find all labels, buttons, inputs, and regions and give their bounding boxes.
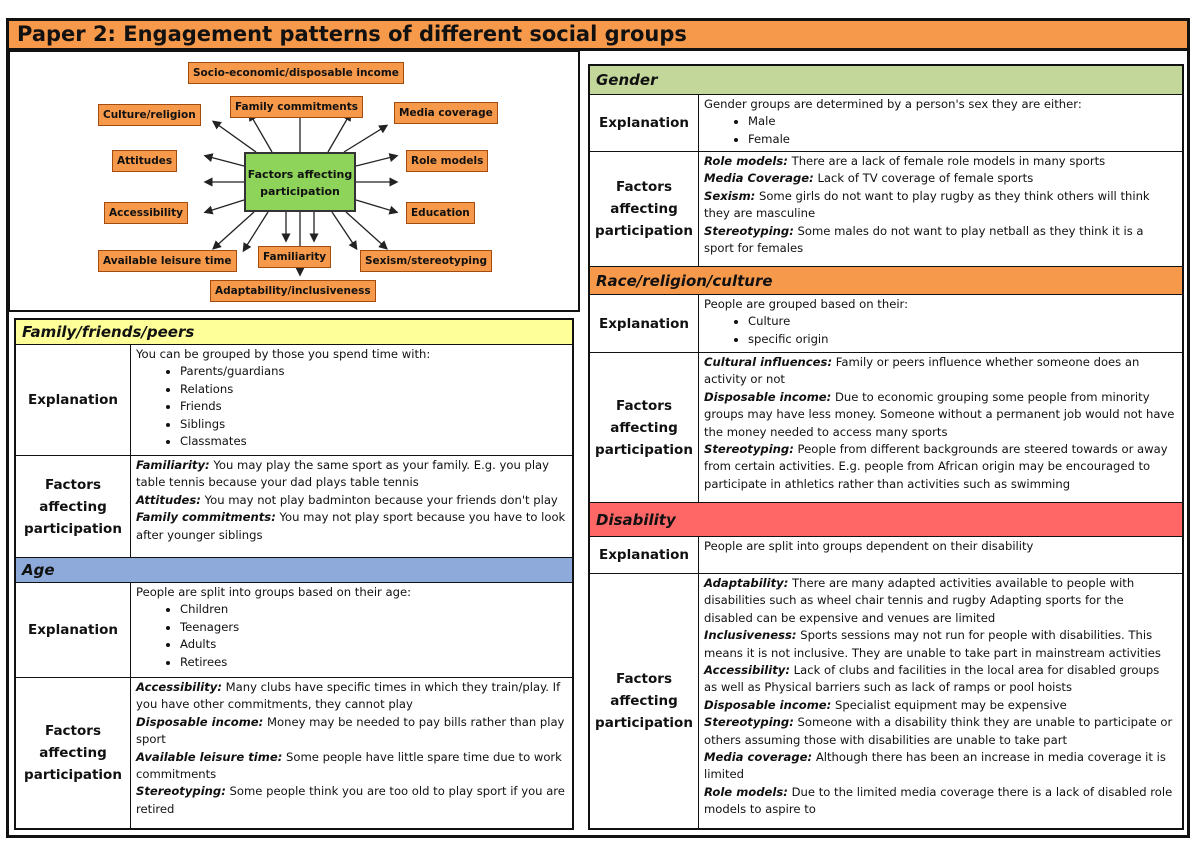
factor-family-commitments: Family commitments <box>230 96 363 118</box>
factor-item: Disposable income: Money may be needed to pay bills rather than play sport <box>136 714 565 747</box>
row-label: Factors affecting participation <box>590 574 699 828</box>
gender-heading: Gender <box>590 66 1182 95</box>
race-factors-row <box>590 353 1182 503</box>
factor-item: Family commitments: You may not play sport because you have to look after younger siblings <box>136 510 566 542</box>
factor-role-models: Role models <box>406 150 488 172</box>
list-item: • Classmates <box>180 433 566 450</box>
age-heading: Age <box>16 558 572 583</box>
explanation-intro: People are split into groups based on their age: <box>136 585 412 599</box>
factor-item: Adaptability: There are many adapted activities available to people with disabilities such as wheel chair tennis and rugby Adapting sports for the disabled can be expensive and venues are limited <box>704 576 1135 625</box>
family-explanation <box>136 346 566 450</box>
race-heading: Race/religion/culture <box>590 267 1182 295</box>
factor-item: Familiarity: You may play the same sport as your family. E.g. you play table tennis because your dad plays table tennis <box>136 458 550 490</box>
right-knowledge-table <box>588 64 1184 830</box>
family-factors-row <box>16 456 572 558</box>
disability-factors <box>704 575 1176 819</box>
list-item: • Friends <box>180 398 566 415</box>
race-explanation-row <box>590 295 1182 353</box>
row-label: Explanation <box>590 295 699 352</box>
factor-item: Stereotyping: Some males do not want to play netball as they think it is a sport for females <box>704 223 1144 256</box>
factor-item: Available leisure time: Some people have little spare time due to work commitments <box>136 749 562 782</box>
list-item: • Parents/guardians <box>180 363 566 380</box>
factor-item: Disposable income: Specialist equipment may be expensive <box>704 697 1067 712</box>
row-label: Explanation <box>590 537 699 573</box>
disability-explanation-row <box>590 537 1182 574</box>
disability-explanation: People are split into groups dependent on their disability <box>704 539 1034 553</box>
race-explanation <box>704 296 1176 348</box>
age-explanation-row <box>16 583 572 678</box>
factor-item: Accessibility: Lack of clubs and facilities in the local area for disabled groups as well as Physical barriers such as lack of ramps or pool hoists <box>704 663 1160 695</box>
age-factors <box>136 679 566 818</box>
list-item: • Retirees <box>180 654 566 671</box>
factor-sexism-stereotyping: Sexism/stereotyping <box>360 250 492 272</box>
gender-factors-row <box>590 152 1182 267</box>
row-label: Explanation <box>590 95 699 151</box>
factor-item: Stereotyping: People from different backgrounds are steered towards or away from certain activities. E.g. people from African origin may be encouraged to participate in athletics rather than activities such as swimming <box>704 442 1168 491</box>
factor-item: Media coverage: Although there has been an increase in media coverage it is limited <box>704 750 1166 782</box>
gender-explanation-row <box>590 95 1182 152</box>
factor-item: Inclusiveness: Sports sessions may not run for people with disabilities. This means it is not inclusive. They are unable to take part in mainstream activities <box>704 628 1161 660</box>
factor-item: Attitudes: You may not play badminton because your friends don't play <box>136 492 558 507</box>
factor-item: Stereotyping: Some people think you are too old to play sport if you are retired <box>136 784 565 816</box>
row-label: Factors affecting participation <box>590 152 699 266</box>
race-factors <box>704 354 1176 493</box>
age-explanation <box>136 584 566 671</box>
factor-item: Disposable income: Due to economic grouping some people from minority groups may have less money. Someone without a permanent job would not have the money needed to access many sports <box>704 389 1175 439</box>
factor-item: Accessibility: Many clubs have specific times in which they train/play. If you have other commitments, they cannot play <box>136 680 561 712</box>
family-factors <box>136 457 566 544</box>
list-item: • Male <box>748 113 1176 130</box>
factor-item: Role models: There are a lack of female role models in many sports <box>704 154 1106 168</box>
gender-factors <box>704 153 1176 257</box>
factor-item: Stereotyping: Someone with a disability think they are unable to participate or others assuming those with disabilities are unable to take part <box>704 715 1173 747</box>
list-item: • Adults <box>180 636 566 653</box>
page-title: Paper 2: Engagement patterns of different social groups <box>6 18 1190 51</box>
row-label: Factors affecting participation <box>590 353 699 502</box>
diagram-center: Factors affecting participation <box>244 152 356 212</box>
row-label: Factors affecting participation <box>16 456 131 557</box>
list-item: • Teenagers <box>180 619 566 636</box>
left-knowledge-table <box>14 318 574 830</box>
factor-accessibility: Accessibility <box>104 202 188 224</box>
list-item: • Female <box>748 131 1176 148</box>
factor-available-leisure-time: Available leisure time <box>98 250 237 272</box>
factor-attitudes: Attitudes <box>112 150 177 172</box>
row-label: Factors affecting participation <box>16 678 131 828</box>
list-item: • specific origin <box>748 331 1176 348</box>
factor-item: Cultural influences: Family or peers influence whether someone does an activity or not <box>704 355 1140 387</box>
factor-culture-religion: Culture/religion <box>98 104 201 126</box>
factors-diagram <box>8 50 580 312</box>
family-explanation-row <box>16 345 572 456</box>
factor-media-coverage: Media coverage <box>394 102 498 124</box>
factor-adaptability-inclusiveness: Adaptability/inclusiveness <box>210 280 376 302</box>
factor-familiarity: Familiarity <box>258 246 331 268</box>
row-label: Explanation <box>16 345 131 455</box>
explanation-intro: People are grouped based on their: <box>704 297 909 311</box>
factor-socio-economic: Socio-economic/disposable income <box>188 62 404 84</box>
row-label: Explanation <box>16 583 131 677</box>
list-item: • Culture <box>748 313 1176 330</box>
gender-explanation <box>704 96 1176 148</box>
list-item: • Siblings <box>180 416 566 433</box>
explanation-intro: Gender groups are determined by a person's sex they are either: <box>704 97 1082 111</box>
disability-factors-row <box>590 574 1182 828</box>
factor-education: Education <box>406 202 475 224</box>
disability-heading: Disability <box>590 503 1182 537</box>
list-item: • Children <box>180 601 566 618</box>
list-item: • Relations <box>180 381 566 398</box>
factor-item: Media Coverage: Lack of TV coverage of female sports <box>704 171 1034 186</box>
explanation-intro: You can be grouped by those you spend time with: <box>136 347 431 361</box>
age-factors-row <box>16 678 572 828</box>
factor-item: Sexism: Some girls do not want to play rugby as they think others will think they are masculine <box>704 188 1150 221</box>
family-heading: Family/friends/peers <box>16 320 572 345</box>
factor-item: Role models: Due to the limited media coverage there is a lack of disabled role models to aspire to <box>704 784 1173 817</box>
